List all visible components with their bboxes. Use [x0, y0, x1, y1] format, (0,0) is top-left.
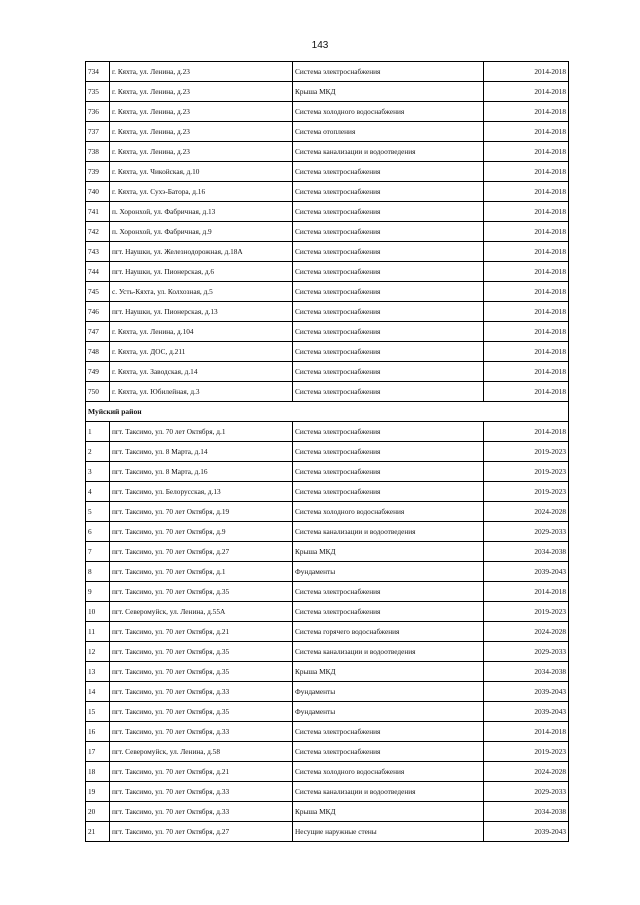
- cell-address: п. Хоронхой, ул. Фабричная, д.13: [110, 202, 293, 222]
- cell-number: 4: [86, 482, 110, 502]
- cell-work-type: Система электроснабжения: [293, 162, 484, 182]
- table-row: [86, 342, 569, 362]
- cell-number: 740: [86, 182, 110, 202]
- cell-work-type: Система холодного водоснабжения: [293, 102, 484, 122]
- cell-work-type: Система электроснабжения: [293, 242, 484, 262]
- cell-work-type: Система канализации и водоотведения: [293, 782, 484, 802]
- cell-address: пгт. Таксимо, ул. 70 лет Октября, д.33: [110, 802, 293, 822]
- cell-work-type: Система канализации и водоотведения: [293, 142, 484, 162]
- table-row: [86, 322, 569, 342]
- cell-work-type: Система электроснабжения: [293, 262, 484, 282]
- cell-address: пгт. Таксимо, ул. 70 лет Октября, д.33: [110, 682, 293, 702]
- table-row: [86, 582, 569, 602]
- cell-address: пгт. Наушки, ул. Железнодорожная, д.18А: [110, 242, 293, 262]
- cell-period: 2019-2023: [484, 482, 569, 502]
- cell-address: пгт. Северомуйск, ул. Ленина, д.58: [110, 742, 293, 762]
- cell-number: 1: [86, 422, 110, 442]
- table-row: [86, 782, 569, 802]
- section-header-group: [86, 402, 569, 422]
- cell-period: 2014-2018: [484, 382, 569, 402]
- cell-period: 2024-2028: [484, 502, 569, 522]
- table-row: [86, 562, 569, 582]
- cell-work-type: Система отопления: [293, 122, 484, 142]
- cell-work-type: Система электроснабжения: [293, 382, 484, 402]
- cell-period: 2029-2033: [484, 522, 569, 542]
- cell-period: 2014-2018: [484, 82, 569, 102]
- cell-number: 736: [86, 102, 110, 122]
- cell-work-type: Система канализации и водоотведения: [293, 522, 484, 542]
- table-row: [86, 142, 569, 162]
- table-row: [86, 162, 569, 182]
- table-row: [86, 242, 569, 262]
- table-row: [86, 682, 569, 702]
- cell-address: пгт. Таксимо, ул. 70 лет Октября, д.1: [110, 422, 293, 442]
- cell-number: 746: [86, 302, 110, 322]
- cell-address: г. Кяхта, ул. Ленина, д.23: [110, 102, 293, 122]
- cell-period: 2019-2023: [484, 462, 569, 482]
- table-body-top: [86, 62, 569, 402]
- cell-number: 17: [86, 742, 110, 762]
- cell-address: пгт. Таксимо, ул. 8 Марта, д.14: [110, 442, 293, 462]
- cell-number: 14: [86, 682, 110, 702]
- section-row: [86, 402, 569, 422]
- cell-number: 747: [86, 322, 110, 342]
- cell-address: пгт. Северомуйск, ул. Ленина, д.55А: [110, 602, 293, 622]
- cell-address: пгт. Таксимо, ул. 70 лет Октября, д.35: [110, 642, 293, 662]
- table-row: [86, 742, 569, 762]
- cell-period: 2014-2018: [484, 342, 569, 362]
- table-row: [86, 122, 569, 142]
- cell-address: пгт. Таксимо, ул. 70 лет Октября, д.21: [110, 622, 293, 642]
- cell-address: пгт. Наушки, ул. Пионерская, д.6: [110, 262, 293, 282]
- table-row: [86, 662, 569, 682]
- cell-address: п. Хоронхой, ул. Фабричная, д.9: [110, 222, 293, 242]
- cell-work-type: Несущие наружные стены: [293, 822, 484, 842]
- cell-work-type: Система электроснабжения: [293, 342, 484, 362]
- cell-number: 3: [86, 462, 110, 482]
- table-row: [86, 802, 569, 822]
- cell-number: 11: [86, 622, 110, 642]
- cell-work-type: Система электроснабжения: [293, 302, 484, 322]
- cell-work-type: Фундаменты: [293, 562, 484, 582]
- cell-address: г. Кяхта, ул. Ленина, д.104: [110, 322, 293, 342]
- table-row: [86, 822, 569, 842]
- cell-period: 2014-2018: [484, 722, 569, 742]
- cell-address: г. Кяхта, ул. Ленина, д.23: [110, 142, 293, 162]
- cell-number: 734: [86, 62, 110, 82]
- cell-period: 2014-2018: [484, 322, 569, 342]
- cell-address: пгт. Наушки, ул. Пионерская, д.13: [110, 302, 293, 322]
- cell-number: 739: [86, 162, 110, 182]
- table-row: [86, 362, 569, 382]
- cell-address: пгт. Таксимо, ул. 70 лет Октября, д.27: [110, 822, 293, 842]
- cell-address: пгт. Таксимо, ул. 70 лет Октября, д.35: [110, 662, 293, 682]
- cell-period: 2014-2018: [484, 302, 569, 322]
- table-row: [86, 222, 569, 242]
- cell-work-type: Система электроснабжения: [293, 322, 484, 342]
- cell-number: 20: [86, 802, 110, 822]
- cell-address: пгт. Таксимо, ул. 70 лет Октября, д.33: [110, 722, 293, 742]
- cell-address: пгт. Таксимо, ул. 70 лет Октября, д.35: [110, 582, 293, 602]
- cell-address: г. Кяхта, ул. Сухэ-Батора, д.16: [110, 182, 293, 202]
- cell-period: 2024-2028: [484, 762, 569, 782]
- cell-number: 16: [86, 722, 110, 742]
- cell-work-type: Фундаменты: [293, 682, 484, 702]
- cell-work-type: Система канализации и водоотведения: [293, 642, 484, 662]
- cell-period: 2014-2018: [484, 122, 569, 142]
- cell-period: 2014-2018: [484, 362, 569, 382]
- cell-period: 2039-2043: [484, 702, 569, 722]
- cell-address: г. Кяхта, ул. Чикойская, д.10: [110, 162, 293, 182]
- table-row: [86, 482, 569, 502]
- table-row: [86, 542, 569, 562]
- cell-period: 2019-2023: [484, 442, 569, 462]
- cell-period: 2014-2018: [484, 242, 569, 262]
- cell-address: г. Кяхта, ул. Ленина, д.23: [110, 82, 293, 102]
- cell-work-type: Крыша МКД: [293, 82, 484, 102]
- cell-address: пгт. Таксимо, ул. 8 Марта, д.16: [110, 462, 293, 482]
- cell-address: пгт. Таксимо, ул. 70 лет Октября, д.19: [110, 502, 293, 522]
- cell-period: 2014-2018: [484, 62, 569, 82]
- cell-address: пгт. Таксимо, ул. 70 лет Октября, д.9: [110, 522, 293, 542]
- table-row: [86, 602, 569, 622]
- cell-number: 735: [86, 82, 110, 102]
- cell-number: 748: [86, 342, 110, 362]
- table-row: [86, 522, 569, 542]
- cell-work-type: Крыша МКД: [293, 542, 484, 562]
- cell-number: 737: [86, 122, 110, 142]
- cell-period: 2034-2038: [484, 542, 569, 562]
- table-row: [86, 102, 569, 122]
- cell-work-type: Система электроснабжения: [293, 442, 484, 462]
- cell-work-type: Система электроснабжения: [293, 582, 484, 602]
- cell-address: пгт. Таксимо, ул. 70 лет Октября, д.27: [110, 542, 293, 562]
- table-row: [86, 722, 569, 742]
- cell-period: 2024-2028: [484, 622, 569, 642]
- cell-period: 2014-2018: [484, 222, 569, 242]
- cell-address: г. Кяхта, ул. Ленина, д.23: [110, 122, 293, 142]
- cell-period: 2019-2023: [484, 742, 569, 762]
- cell-work-type: Крыша МКД: [293, 802, 484, 822]
- table-row: [86, 262, 569, 282]
- cell-number: 18: [86, 762, 110, 782]
- cell-period: 2014-2018: [484, 262, 569, 282]
- cell-number: 9: [86, 582, 110, 602]
- cell-work-type: Крыша МКД: [293, 662, 484, 682]
- cell-number: 749: [86, 362, 110, 382]
- cell-number: 21: [86, 822, 110, 842]
- cell-work-type: Система горячего водоснабжения: [293, 622, 484, 642]
- cell-number: 6: [86, 522, 110, 542]
- capital-repair-table: [85, 61, 569, 842]
- table-row: [86, 82, 569, 102]
- table-row: [86, 302, 569, 322]
- cell-work-type: Система холодного водоснабжения: [293, 502, 484, 522]
- cell-period: 2014-2018: [484, 282, 569, 302]
- cell-work-type: Система электроснабжения: [293, 222, 484, 242]
- cell-number: 13: [86, 662, 110, 682]
- cell-work-type: Система электроснабжения: [293, 282, 484, 302]
- table-row: [86, 622, 569, 642]
- cell-work-type: Система электроснабжения: [293, 182, 484, 202]
- table-row: [86, 502, 569, 522]
- table-row: [86, 382, 569, 402]
- table-row: [86, 762, 569, 782]
- cell-number: 7: [86, 542, 110, 562]
- cell-address: пгт. Таксимо, ул. 70 лет Октября, д.21: [110, 762, 293, 782]
- cell-work-type: Система электроснабжения: [293, 722, 484, 742]
- cell-number: 12: [86, 642, 110, 662]
- cell-period: 2034-2038: [484, 662, 569, 682]
- cell-period: 2014-2018: [484, 102, 569, 122]
- cell-work-type: Система электроснабжения: [293, 62, 484, 82]
- table-row: [86, 702, 569, 722]
- cell-work-type: Система электроснабжения: [293, 202, 484, 222]
- cell-number: 8: [86, 562, 110, 582]
- cell-number: 738: [86, 142, 110, 162]
- cell-number: 741: [86, 202, 110, 222]
- cell-period: 2014-2018: [484, 422, 569, 442]
- cell-address: пгт. Таксимо, ул. 70 лет Октября, д.33: [110, 782, 293, 802]
- cell-period: 2014-2018: [484, 582, 569, 602]
- cell-address: пгт. Таксимо, ул. 70 лет Октября, д.1: [110, 562, 293, 582]
- cell-address: г. Кяхта, ул. Юбилейная, д.3: [110, 382, 293, 402]
- cell-period: 2014-2018: [484, 182, 569, 202]
- table-row: [86, 182, 569, 202]
- table-row: [86, 422, 569, 442]
- cell-period: 2019-2023: [484, 602, 569, 622]
- cell-number: 743: [86, 242, 110, 262]
- section-title: Муйский район: [86, 402, 569, 422]
- cell-period: 2014-2018: [484, 162, 569, 182]
- cell-work-type: Система электроснабжения: [293, 462, 484, 482]
- cell-work-type: Система электроснабжения: [293, 742, 484, 762]
- table-row: [86, 202, 569, 222]
- cell-address: г. Кяхта, ул. Заводская, д.14: [110, 362, 293, 382]
- cell-period: 2039-2043: [484, 822, 569, 842]
- cell-period: 2039-2043: [484, 682, 569, 702]
- cell-number: 15: [86, 702, 110, 722]
- cell-number: 5: [86, 502, 110, 522]
- cell-number: 742: [86, 222, 110, 242]
- cell-work-type: Система электроснабжения: [293, 602, 484, 622]
- table-row: [86, 462, 569, 482]
- cell-period: 2029-2033: [484, 782, 569, 802]
- page-number: 143: [311, 40, 329, 51]
- cell-number: 2: [86, 442, 110, 462]
- cell-work-type: Система холодного водоснабжения: [293, 762, 484, 782]
- cell-work-type: Фундаменты: [293, 702, 484, 722]
- cell-address: пгт. Таксимо, ул. 70 лет Октября, д.35: [110, 702, 293, 722]
- cell-period: 2034-2038: [484, 802, 569, 822]
- cell-number: 750: [86, 382, 110, 402]
- cell-period: 2029-2033: [484, 642, 569, 662]
- cell-work-type: Система электроснабжения: [293, 482, 484, 502]
- table-row: [86, 62, 569, 82]
- table-row: [86, 642, 569, 662]
- cell-period: 2014-2018: [484, 142, 569, 162]
- cell-number: 745: [86, 282, 110, 302]
- cell-period: 2039-2043: [484, 562, 569, 582]
- table-row: [86, 282, 569, 302]
- cell-period: 2014-2018: [484, 202, 569, 222]
- cell-work-type: Система электроснабжения: [293, 362, 484, 382]
- table-body-bottom: [86, 422, 569, 842]
- cell-address: г. Кяхта, ул. Ленина, д.23: [110, 62, 293, 82]
- table-row: [86, 442, 569, 462]
- cell-address: пгт. Таксимо, ул. Белорусская, д.13: [110, 482, 293, 502]
- cell-number: 744: [86, 262, 110, 282]
- cell-address: г. Кяхта, ул. ДОС, д.211: [110, 342, 293, 362]
- cell-address: с. Усть-Кяхта, ул. Колхозная, д.5: [110, 282, 293, 302]
- cell-number: 10: [86, 602, 110, 622]
- cell-work-type: Система электроснабжения: [293, 422, 484, 442]
- cell-number: 19: [86, 782, 110, 802]
